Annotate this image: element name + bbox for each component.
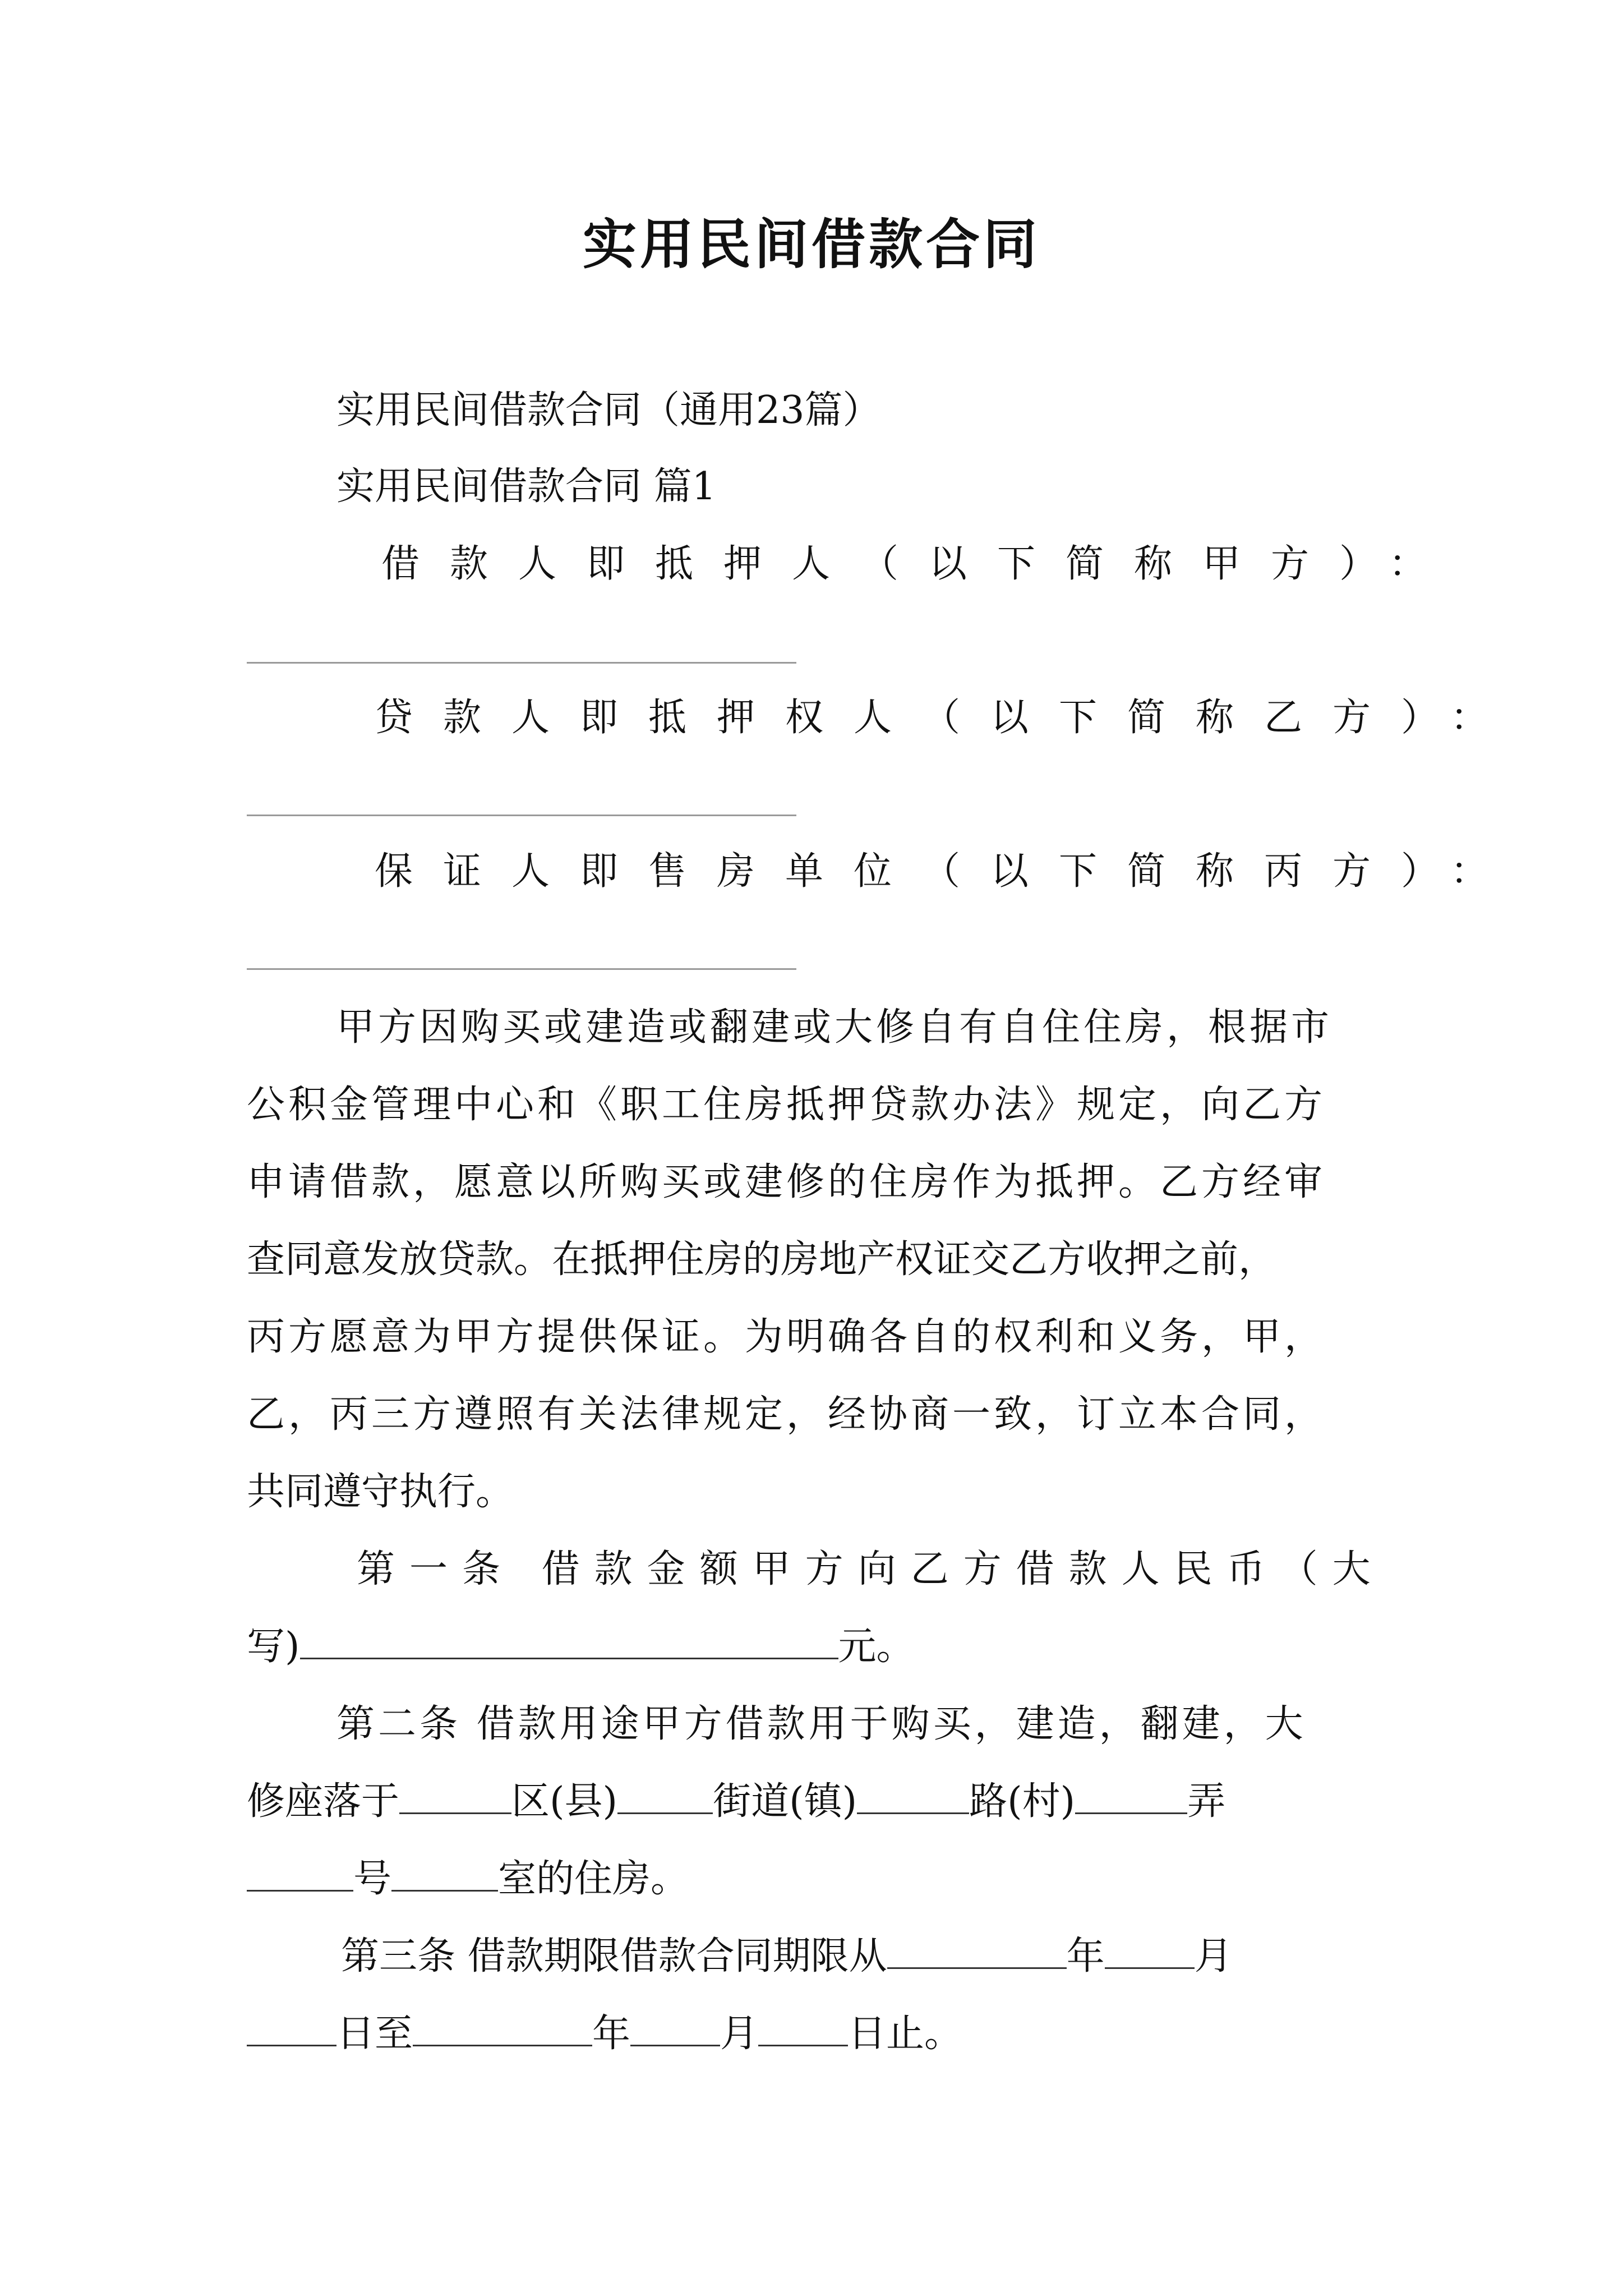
number-blank [247,1857,353,1892]
article-1-amount-line [247,1621,1391,1673]
party-borrower: 借款人即抵押人（以下简称甲方）： [381,542,1458,586]
lane-label: 弄 [1187,1779,1226,1824]
party-borrower-fill-line [247,662,796,664]
party-lender-fill-line [247,815,796,816]
start-month-blank [1105,1935,1195,1969]
section-heading: 实用民间借款合同 篇1 [336,464,716,509]
street-label: 街道(镇) [713,1779,857,1824]
preamble-line: 共同遵守执行。 [247,1470,514,1514]
article-1-suffix: 元。 [838,1625,915,1669]
start-day-label: 日至 [336,2012,413,2056]
document-title: 实用民间借款合同 [583,213,1040,276]
end-month-blank [630,2012,720,2046]
article-2-heading: 第二条 借款用途甲方借款用于购买，建造，翻建，大 [336,1702,1307,1746]
article-2-address-line [247,1776,1391,1828]
start-month-label: 月 [1194,1934,1233,1978]
article-3-term-end-line [247,2008,1391,2060]
start-day-blank [247,2012,336,2046]
preamble-line: 甲方因购买或建造或翻建或大修自有自住住房，根据市 [336,1005,1333,1050]
amount-blank [300,1625,838,1659]
room-blank [391,1857,498,1892]
number-label: 号 [353,1857,392,1901]
street-blank [617,1780,713,1814]
preamble-line: 公积金管理中心和《职工住房抵押贷款办法》规定，向乙方 [247,1083,1326,1127]
preamble-line: 查同意发放贷款。在抵押住房的房地产权证交乙方收押之前， [247,1237,1277,1282]
end-day-blank [758,2012,848,2046]
end-year-label: 年 [592,2012,631,2056]
subtitle: 实用民间借款合同（通用23篇） [336,388,881,432]
article-1-heading: 第一条 借款金额甲方向乙方借款人民币（大 [357,1547,1385,1591]
lane-blank [1075,1780,1187,1814]
end-month-label: 月 [720,2012,759,2056]
room-label: 室的住房。 [498,1857,689,1901]
preamble-line: 丙方愿意为甲方提供保证。为明确各自的权利和义务，甲， [247,1315,1326,1359]
end-year-blank [413,2012,592,2046]
address-prefix: 修座落于 [247,1779,400,1824]
district-label: 区(县) [511,1779,618,1824]
article-3-heading: 第三条 借款期限借款合同期限从 [341,1934,887,1978]
preamble-line: 申请借款，愿意以所购买或建修的住房作为抵押。乙方经审 [247,1160,1326,1204]
start-year-label: 年 [1066,1934,1105,1978]
road-label: 路(村) [969,1779,1076,1824]
article-2-room-line [247,1853,1391,1905]
road-blank [857,1780,969,1814]
article-3-term-line [341,1931,1485,1982]
end-day-label: 日止。 [848,2012,963,2056]
district-blank [399,1780,511,1814]
party-guarantor-fill-line [247,968,796,970]
party-guarantor: 保证人即售房单位（以下简称丙方）： [375,849,1519,894]
preamble-line: 乙，丙三方遵照有关法律规定，经协商一致，订立本合同， [247,1392,1326,1437]
party-lender: 贷款人即抵押权人（以下简称乙方）： [375,696,1519,740]
start-year-blank [887,1935,1067,1969]
article-1-prefix: 写) [247,1625,300,1669]
